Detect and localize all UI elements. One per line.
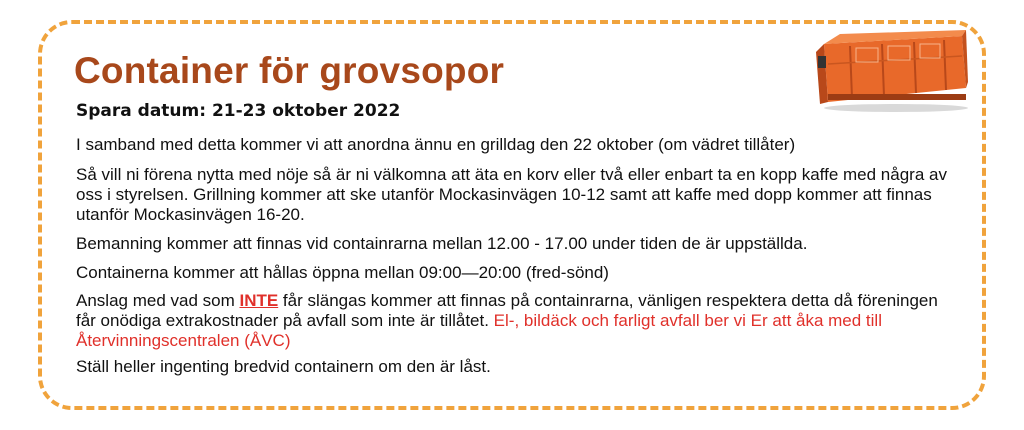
paragraph-locked-container: Ställ heller ingenting bredvid containern om den är låst. [76,357,491,376]
paragraph-opening-hours: Containerna kommer att hållas öppna mellan 09:00—20:00 (fred-sönd) [76,263,609,282]
notice-text-before: Anslag med vad som [76,291,240,310]
notice-text-after: får slängas kommer att finnas på containrarna, vänligen respektera detta då föreningen får onödiga extrakostnader på avfall som inte är tillåtet. [76,291,938,330]
save-date: Spara datum: 21-23 oktober 2022 [76,101,401,121]
page-title: Container för grovsopor [74,50,505,91]
paragraph-staffing: Bemanning kommer att finnas vid containrarna mellan 12.00 - 17.00 under tiden de är uppställda. [76,234,808,253]
paragraph-notice [76,291,956,351]
not-highlight: INTE [239,291,279,310]
hazardous-waste-warning: El-, bildäck och farligt avfall ber vi Er att åka med till Återvinningscentralen (ÅVC) [76,311,882,350]
paragraph-grill-day: I samband med detta kommer vi att anordna ännu en grilldag den 22 oktober (om vädret tillåter) [76,135,796,154]
paragraph-welcome: Så vill ni förena nytta med nöje så är ni välkomna att äta en korv eller två eller enbart ta en kopp kaffe med några av oss i styrelsen. Grillning kommer att ske utanför Mockasinvägen 10-12 samt att kaffe med dopp kommer att finnas utanför Mockasinvägen 16-20. [76,165,947,224]
container-image [810,30,970,112]
